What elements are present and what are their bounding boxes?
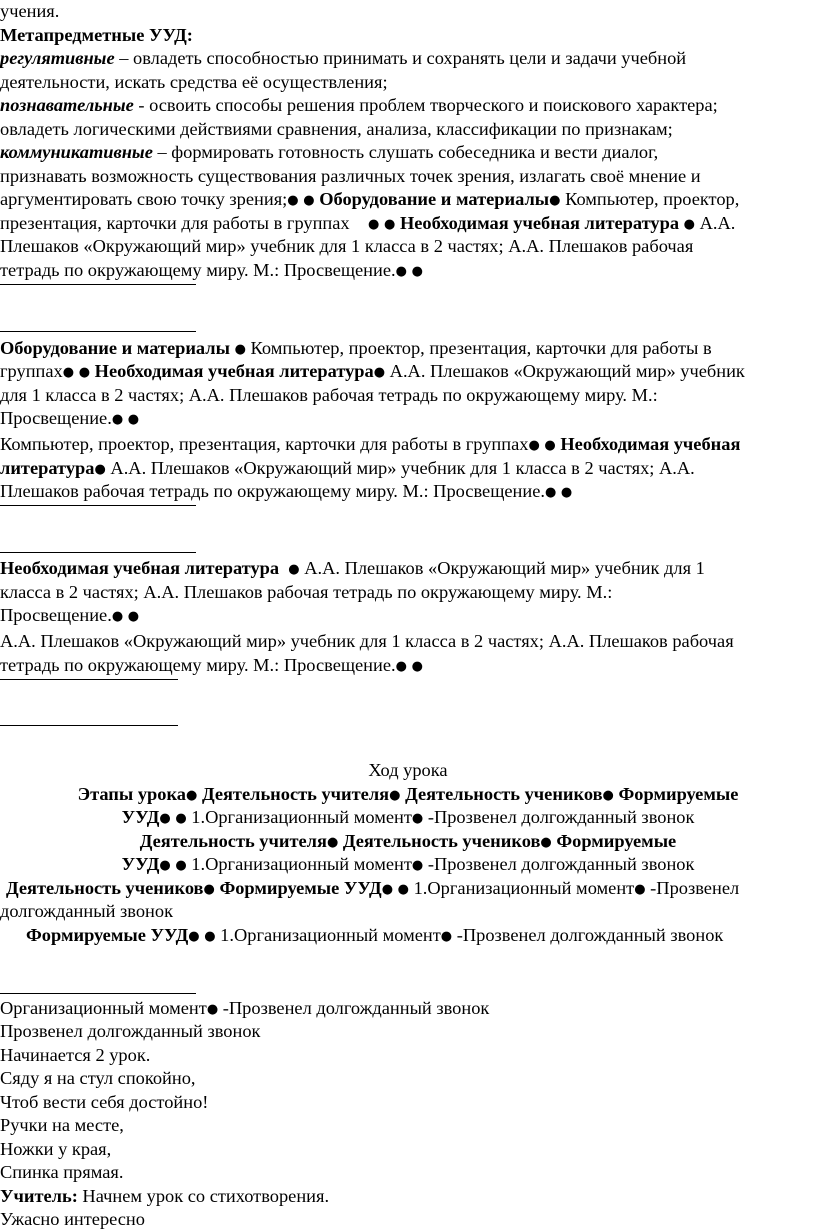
bullet-icon: ● — [234, 342, 246, 357]
bullet-icon: ● — [395, 659, 407, 674]
stage-text: 1.Организационный момент — [215, 925, 441, 945]
kom-text: – формировать готовность слушать собеседника и вести диалог, — [152, 142, 659, 162]
bullet-icon: ● — [544, 485, 557, 500]
bullet-icon: ● — [111, 609, 124, 624]
lit-text3: тетрадь по окружающему миру. М.: Просвещение. — [0, 260, 396, 280]
text-line: Плешаков «Окружающий мир» учебник для 1 класса в 2 частях; А.А. Плешаков рабочая — [0, 236, 694, 256]
bullet-icon: ● — [175, 811, 187, 826]
lit-text: А.А. Плешаков «Окружающий мир» учебник для 1 — [299, 558, 705, 578]
header-line — [0, 783, 816, 807]
header-teacher: Деятельность учителя — [139, 831, 327, 851]
bullet-icon: ● — [303, 193, 315, 208]
text-fragment: Компьютер, проектор, презентация, карточки для работы в группах — [0, 434, 529, 454]
text-line — [0, 259, 423, 283]
header-line — [6, 877, 739, 901]
poem-line: Ножки у края, — [0, 1139, 112, 1159]
bullet-icon: ● — [204, 929, 216, 944]
header-students: Деятельность учеников — [405, 784, 603, 804]
header-uud: Формируемые — [556, 831, 677, 851]
poz-label: познавательные — [0, 95, 134, 115]
poem-line: Спинка прямая. — [0, 1162, 124, 1182]
bullet-icon: ● — [94, 462, 106, 477]
meta-heading: Метапредметные УУД: — [0, 25, 193, 45]
text-line — [0, 407, 139, 431]
lit-label: Необходимая учебная — [560, 434, 741, 454]
text-fragment: Просвещение. — [0, 605, 112, 625]
header-line — [0, 806, 816, 830]
bullet-icon: ● — [397, 882, 410, 897]
bullet-icon: ● — [62, 365, 75, 380]
text-fragment: А.А. Плешаков «Окружающий мир» учебник для 1 класса в 2 частях; А.А. — [105, 458, 695, 478]
text-line — [0, 480, 572, 504]
text-line — [0, 188, 739, 212]
bullet-icon: ● — [127, 609, 140, 624]
lit-label: Необходимая учебная литература — [0, 558, 280, 578]
bullet-icon: ● — [159, 858, 171, 873]
separator-rule — [0, 993, 196, 994]
poem-line: Прозвенел долгожданный звонок — [0, 1021, 261, 1041]
poem-line: Чтоб вести себя достойно! — [0, 1092, 209, 1112]
poem-line: Ручки на месте, — [0, 1115, 124, 1135]
bullet-icon: ● — [411, 858, 424, 873]
header-line — [26, 924, 723, 948]
text-fragment: Просвещение. — [0, 408, 112, 428]
bullet-icon: ● — [373, 365, 386, 380]
lit-label: Необходимая учебная литература — [94, 361, 374, 381]
text-line: долгожданный звонок — [0, 901, 174, 921]
header-line — [0, 853, 816, 877]
header-uud: Формируемые УУД — [26, 925, 189, 945]
equip-text: Компьютер, проектор, презентация, карточки для работы в — [245, 338, 712, 358]
text-line — [0, 47, 686, 70]
separator-rule — [0, 552, 196, 553]
text-line — [0, 457, 695, 481]
separator-rule — [0, 505, 196, 506]
bullet-icon: ● — [175, 858, 187, 873]
equip-text: Компьютер, проектор, — [560, 189, 740, 209]
header-students: Деятельность учеников — [6, 878, 204, 898]
stage-text: 1.Организационный момент — [186, 807, 412, 827]
text-line — [0, 557, 705, 581]
bullet-icon: ● — [549, 193, 561, 208]
bullet-icon: ● — [440, 929, 453, 944]
text-line — [0, 337, 712, 361]
bullet-icon: ● — [206, 1002, 219, 1017]
bullet-icon: ● — [411, 659, 423, 674]
text-line: для 1 класса в 2 частях; А.А. Плешаков рабочая тетрадь по окружающему миру. М.: — [0, 385, 658, 405]
lit-text: А.А. Плешаков «Окружающий мир» учебник — [385, 361, 745, 381]
bullet-icon: ● — [326, 835, 339, 850]
bullet-icon: ● — [127, 412, 140, 427]
text-line — [0, 360, 745, 384]
reg-label: регулятивные — [0, 48, 115, 68]
text-line: класса в 2 частях; А.А. Плешаков рабочая тетрадь по окружающему миру. М.: — [0, 582, 613, 602]
equip-label: Оборудование и материалы — [319, 189, 550, 209]
bullet-icon: ● — [528, 438, 540, 453]
text-line — [0, 94, 718, 117]
header-stage: Этапы урока — [77, 784, 186, 804]
equip-label: Оборудование и материалы — [0, 338, 230, 358]
text-fragment: Плешаков рабочая тетрадь по окружающему миру. М.: Просвещение. — [0, 481, 545, 501]
bullet-icon: ● — [634, 882, 646, 897]
bell-text: -Прозвенел долгожданный звонок — [452, 925, 724, 945]
separator-rule — [0, 331, 196, 332]
bullet-icon: ● — [411, 264, 423, 279]
header-teacher: Деятельность учителя — [201, 784, 390, 804]
header-uud: УУД — [121, 807, 160, 827]
header-uud: Формируемые — [618, 784, 739, 804]
text-line: учения. — [0, 1, 60, 21]
bullet-icon: ● — [602, 788, 614, 803]
text-line: овладеть логическими действиями сравнения, анализа, классификации по признакам; — [0, 119, 673, 139]
lit-text: А.А. — [694, 213, 736, 233]
bullet-icon: ● — [203, 882, 215, 897]
bullet-icon: ● — [185, 788, 198, 803]
bullet-icon: ● — [78, 365, 91, 380]
bell-text: -Прозвенел — [645, 878, 740, 898]
bullet-icon: ● — [560, 485, 573, 500]
poem-line: Сяду я на стул спокойно, — [0, 1068, 196, 1088]
header-uud: Формируемые УУД — [219, 878, 382, 898]
stage-text: Организационный момент — [0, 998, 207, 1018]
reg-text: – овладеть способностью принимать и сохранять цели и задачи учебной — [114, 48, 687, 68]
text-line: признавать возможность существования различных точек зрения, излагать своё мнение и — [0, 166, 701, 186]
text-line — [0, 212, 735, 236]
bell-text: -Прозвенел долгожданный звонок — [423, 807, 695, 827]
text-line — [0, 997, 489, 1021]
poem-line: Начинается 2 урок. — [0, 1045, 151, 1065]
kom-label: коммуникативные — [0, 142, 153, 162]
text-line — [0, 1185, 329, 1208]
text-line: А.А. Плешаков «Окружающий мир» учебник для 1 класса в 2 частях; А.А. Плешаков рабочая — [0, 631, 734, 651]
text-fragment: тетрадь по окружающему миру. М.: Просвещение. — [0, 655, 396, 675]
bullet-icon: ● — [389, 788, 401, 803]
kom-text3: аргументировать свою точку зрения; — [0, 189, 288, 209]
poz-text: - освоить способы решения проблем творческого и поискового характера; — [133, 95, 718, 115]
text-line — [0, 433, 740, 457]
header-line — [0, 830, 816, 854]
lit-label: Необходимая учебная литература — [399, 213, 680, 233]
bullet-icon: ● — [159, 811, 171, 826]
stage-text: 1.Организационный момент — [186, 854, 412, 874]
teacher-text: Начнем урок со стихотворения. — [77, 1186, 330, 1206]
bell-text: -Прозвенел долгожданный звонок — [423, 854, 695, 874]
bullet-icon: ● — [188, 929, 200, 944]
bullet-icon: ● — [544, 438, 556, 453]
teacher-label: Учитель: — [0, 1186, 78, 1206]
bell-text: -Прозвенел долгожданный звонок — [218, 998, 490, 1018]
bullet-icon: ● — [111, 412, 124, 427]
separator-rule — [0, 679, 178, 680]
separator-rule — [0, 725, 178, 726]
bullet-icon: ● — [288, 562, 300, 577]
equip-text2: презентация, карточки для работы в группах — [0, 213, 350, 233]
text-fragment: группах — [0, 361, 63, 381]
lesson-title: Ход урока — [368, 760, 448, 780]
text-line — [0, 141, 658, 164]
text-line: деятельности, искать средства её осуществления; — [0, 72, 388, 92]
bullet-icon: ● — [368, 217, 380, 232]
lit-label: литература — [0, 458, 95, 478]
stage-text: 1.Организационный момент — [409, 878, 635, 898]
poem-line: Ужасно интересно — [0, 1209, 145, 1229]
header-uud: УУД — [121, 854, 160, 874]
text-line — [0, 654, 423, 678]
bullet-icon: ● — [683, 217, 695, 232]
header-students: Деятельность учеников — [342, 831, 541, 851]
separator-rule — [0, 284, 196, 285]
bullet-icon: ● — [411, 811, 424, 826]
bullet-icon: ● — [287, 193, 299, 208]
bullet-icon: ● — [395, 264, 407, 279]
bullet-icon: ● — [381, 882, 394, 897]
text-line — [0, 604, 139, 628]
bullet-icon: ● — [540, 835, 552, 850]
bullet-icon: ● — [383, 217, 396, 232]
